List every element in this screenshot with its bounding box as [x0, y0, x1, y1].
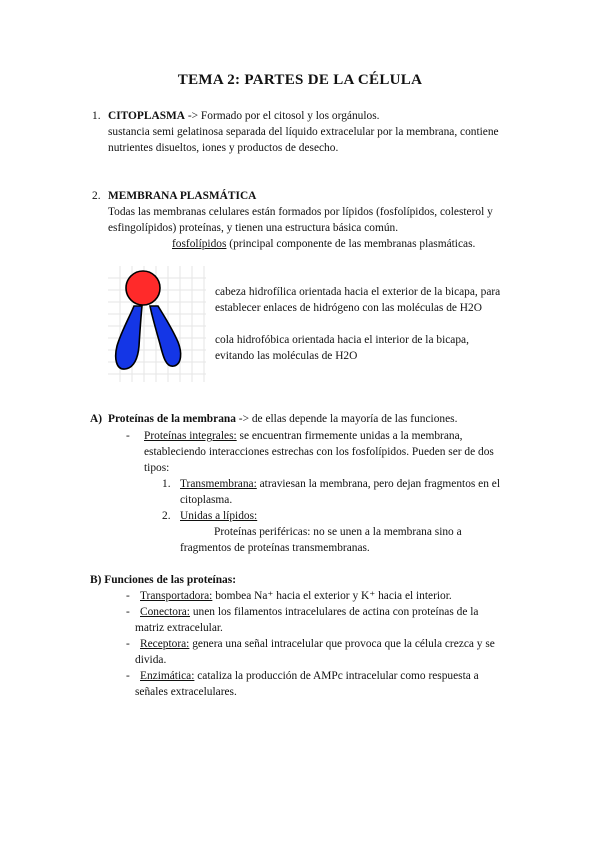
enzimatica-dash: -	[126, 670, 130, 682]
integrales-line-3: tipos:	[144, 462, 170, 474]
enzimatica-line-2: señales extracelulares.	[135, 686, 237, 698]
head-description-line-2: establecer enlaces de hidrógeno con las moléculas de H2O	[215, 302, 482, 314]
section-b-heading	[90, 572, 236, 588]
receptora-term: Receptora:	[140, 638, 190, 650]
tail-description-line-1: cola hidrofóbica orientada hacia el interior de la bicapa,	[215, 334, 469, 346]
transmembrana-line-2: citoplasma.	[180, 494, 233, 506]
section-1-line-1	[108, 108, 379, 124]
receptora-line-2: divida.	[135, 654, 167, 666]
conectora-description: unen los filamentos intracelulares de actina con proteínas de la	[189, 606, 479, 618]
head-description-line-1: cabeza hidrofílica orientada hacia el exterior de la bicapa, para	[215, 286, 501, 298]
integrales-term: Proteínas integrales:	[144, 430, 237, 442]
section-a-summary: -> de ellas depende la mayoría de las funciones.	[235, 413, 458, 425]
section-1-heading: CITOPLASMA	[108, 110, 186, 122]
section-1-summary: -> Formado por el citosol y los orgánulos.	[185, 110, 380, 122]
phospholipid-icon	[108, 266, 208, 384]
integrales-description: se encuentran firmemente unidas a la membrana,	[236, 430, 463, 442]
conectora-term: Conectora:	[140, 606, 190, 618]
transmembrana-line-1	[180, 476, 500, 492]
integrales-line-2: estableciendo interacciones estrechas con los fosfolípidos. Pueden ser de dos	[144, 446, 494, 458]
section-2-heading	[108, 188, 256, 204]
transmembrana-description: atraviesan la membrana, pero dejan fragmentos en el	[256, 478, 500, 490]
hydrophilic-head	[126, 271, 160, 305]
unidas-line	[180, 508, 257, 524]
section-1-number: 1.	[92, 110, 101, 122]
section-2-number: 2.	[92, 190, 101, 202]
section-1-line-3: nutrientes disueltos, iones y productos de desecho.	[108, 142, 339, 154]
conectora-line-1	[140, 604, 478, 620]
receptora-line-1	[140, 636, 495, 652]
conectora-dash: -	[126, 606, 130, 618]
receptora-description: genera una señal intracelular que provoca que la célula crezca y se	[189, 638, 495, 650]
transportadora-description: bombea Na⁺ hacia el exterior y K⁺ hacia el interior.	[212, 590, 452, 602]
transportadora-term: Transportadora:	[140, 590, 213, 602]
section-b-heading-text: B) Funciones de las proteínas:	[90, 574, 236, 586]
enzimatica-line-1	[140, 668, 479, 684]
receptora-dash: -	[126, 638, 130, 650]
fosfolipidos-term: fosfolípidos	[172, 238, 227, 250]
transmembrana-number: 1.	[162, 478, 171, 490]
tail-description-line-2: evitando las moléculas de H2O	[215, 350, 358, 362]
section-2-line-1: Todas las membranas celulares están formados por lípidos (fosfolípidos, colesterol y	[108, 206, 493, 218]
section-a-heading: Proteínas de la membrana	[108, 413, 236, 425]
conectora-line-2: matriz extracelular.	[135, 622, 223, 634]
fosfolipidos-description: (principal componente de las membranas plasmáticas.	[226, 238, 476, 250]
section-1-line-2: sustancia semi gelatinosa separada del líquido extracelular por la membrana, contiene	[108, 126, 499, 138]
enzimatica-description: cataliza la producción de AMPc intracelular como respuesta a	[194, 670, 479, 682]
transmembrana-term: Transmembrana:	[180, 478, 257, 490]
perifericas-line-2: fragmentos de proteínas transmembranas.	[180, 542, 370, 554]
unidas-term: Unidas a lípidos:	[180, 510, 258, 522]
perifericas-line-1: Proteínas periféricas: no se unen a la membrana sino a	[214, 526, 462, 538]
page-title: TEMA 2: PARTES DE LA CÉLULA	[177, 72, 423, 88]
section-a-letter: A)	[90, 413, 103, 425]
transportadora-dash: -	[126, 590, 130, 602]
fosfolipidos-line	[172, 236, 475, 252]
section-a-label	[90, 411, 102, 427]
section-a-line-1	[108, 411, 457, 427]
section-2-line-2: esfingolípidos) proteínas, y tienen una estructura básica común.	[108, 222, 399, 234]
section-2-heading-text: MEMBRANA PLASMÁTICA	[108, 190, 257, 202]
enzimatica-term: Enzimática:	[140, 670, 195, 682]
integrales-line-1	[144, 428, 463, 444]
integrales-dash: -	[126, 430, 130, 442]
unidas-number: 2.	[162, 510, 171, 522]
transportadora-line-1	[140, 588, 452, 604]
